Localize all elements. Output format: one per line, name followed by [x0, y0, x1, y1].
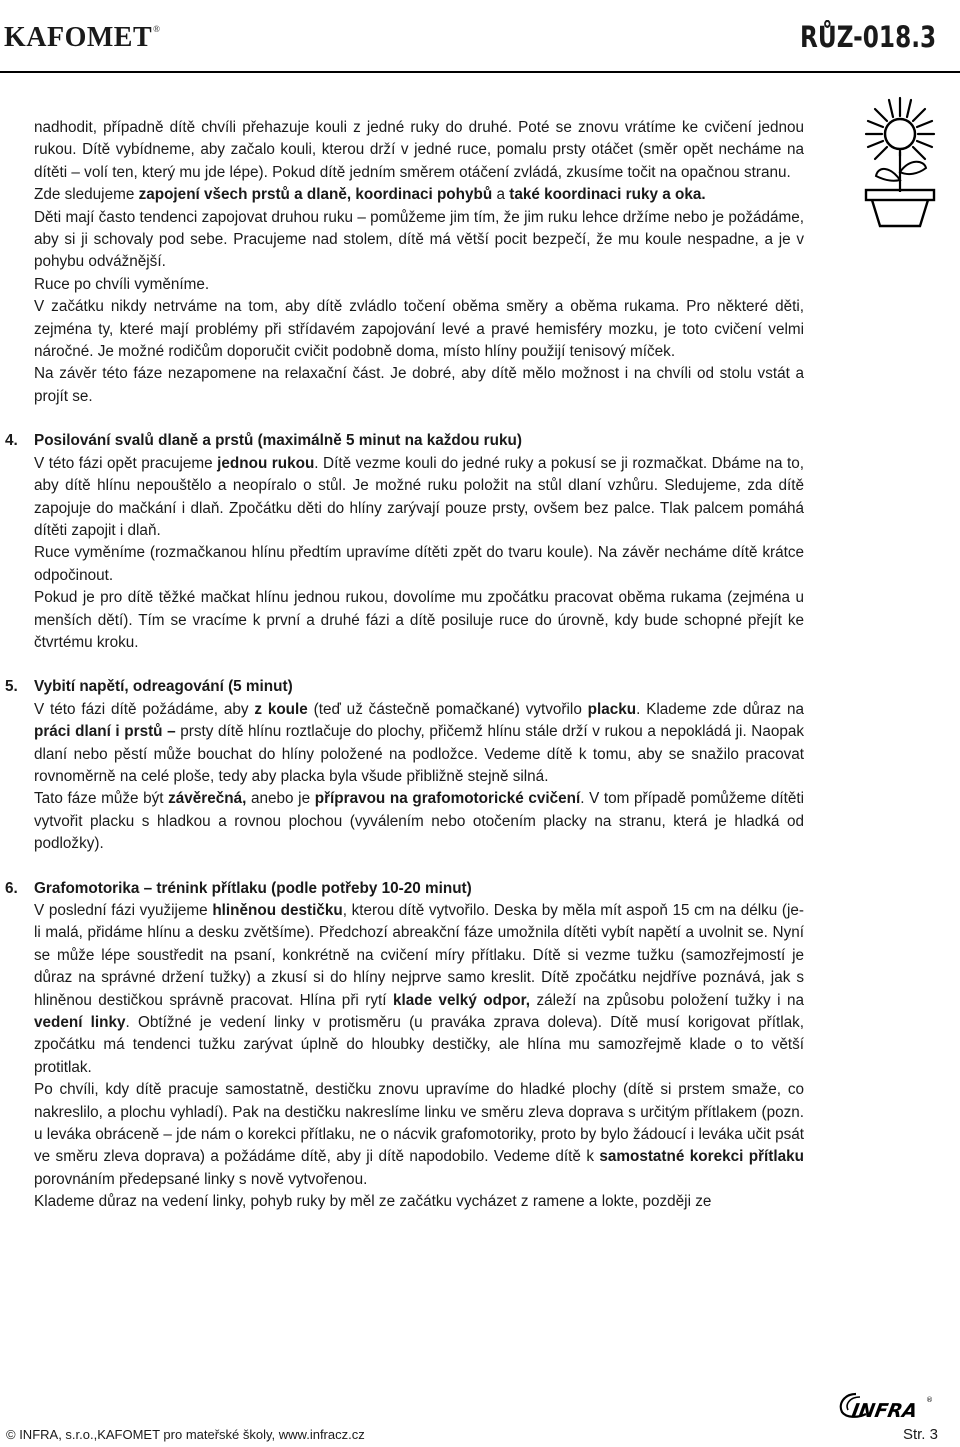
section-title-text: Posilování svalů dlaně a prstů (maximálně 5 minut na každou ruku) [34, 432, 522, 450]
section-4 [5, 430, 804, 654]
emphasis-text: přípravou na grafomotorické cvičení [314, 790, 581, 808]
section-4-paragraph-1 [34, 453, 804, 543]
section-5-paragraph-1 [34, 699, 804, 789]
footer-copyright: © INFRA, s.r.o.,KAFOMET pro mateřské školy, www.infracz.cz [6, 1427, 365, 1442]
section-number: 4. [5, 432, 18, 450]
text-run: anebo je [246, 790, 315, 808]
text-run: Po chvíli, kdy dítě pracuje samostatně, destičku znovu upravíme do hladké plochy (dítě si prstem smaže, co nakreslilo, a plochu vyhladí). Pak na destičku nakreslíme linku ve směru zleva doprava s určitým přítlakem (pozn. u leváka obráceně – jde nám o korekci přítlaku, ne o nácvik grafomotoriky, proto by bylo žádoucí i leváka učit psát ve směru zleva doprava) a požádáme dítě, aby ji dítě napodobilo. Vedeme dítě k [34, 1081, 804, 1166]
intro-paragraph-3: Děti mají často tendenci zapojovat druhou ruku – pomůžeme jim tím, že jim ruku lehce držíme nebo je požádáme, aby si ji schovaly pod sebe. Pracujeme nad stolem, dítě má větší pocit bezpečí, že mu koule nespadne, a je v pohybu odvážnější. [34, 208, 804, 271]
section-6 [5, 878, 804, 1214]
section-number: 5. [5, 678, 18, 696]
emphasis-text: z koule [254, 700, 308, 718]
emphasis-text: zapojení všech prstů a dlaně, koordinaci pohybů [138, 186, 493, 204]
emphasis-text: samostatné korekci přítlaku [599, 1148, 804, 1166]
section-6-title [34, 878, 804, 900]
brand-registered: ® [153, 24, 161, 34]
emphasis-text: jednou rukou [217, 454, 315, 472]
emphasis-text: placku [587, 700, 637, 718]
section-4-paragraph-3: Pokud je pro dítě těžké mačkat hlínu jednou rukou, dovolíme mu zpočátku pracovat oběma rukama (zejména u menších dětí). Tím se vracíme k první a druhé fázi a dítě posiluje ruce do úrovně, kdy bude schopné přejít ke čtvrtému kroku. [34, 589, 804, 651]
infra-registered: ® [926, 1396, 933, 1404]
intro-paragraph-4: Ruce po chvíli vyměníme. [34, 275, 210, 293]
page-header [0, 0, 960, 80]
emphasis-text: práci dlaní i prstů – [34, 723, 176, 741]
document-code: RŮZ-018.3 [799, 20, 936, 54]
section-gap [34, 654, 804, 676]
brand-logo [4, 22, 161, 54]
text-run: V této fázi opět pracujeme [34, 454, 218, 472]
emphasis-text: klade velký odpor, [392, 991, 531, 1009]
section-4-paragraph-2: Ruce vyměníme (rozmačkanou hlínu předtím upravíme dítěti zpět do tvaru koule). Na závěr necháme dítě krátce odpočinout. [34, 544, 804, 584]
text-run: Tato fáze může být [34, 790, 169, 808]
section-6-paragraph-1 [34, 900, 804, 1079]
text-run: . Dítě vezme kouli do jedné ruky a pokusí se ji rozmačkat. Dbáme na to, aby dítě hlínu nepouštělo a neopíralo o stůl. Je možné ruku položit na stůl dlaní vzhůru. Sledujeme, zda dítě zapojuje do mačkání i dlaň. Zpočátku děti do hlíny zarývají pouze prsty, ovšem bez palce. Tlak palcem pomáhá dítěti zapojit i dlaň. [34, 454, 804, 539]
brand-name: KAFOMET [4, 22, 153, 53]
section-6-paragraph-2 [34, 1079, 804, 1191]
document-body [5, 117, 805, 1214]
section-title-text: Vybití napětí, odreagování (5 minut) [34, 678, 293, 696]
intro-paragraph-5: V začátku nikdy netrváme na tom, aby dítě zvládlo točení oběma směry a oběma rukama. Pro některé děti, zejména ty, které mají problémy při střídavém zapojování levé a pravé hemisféry mozku, je toto cvičení velmi náročné. Je možné rodičům doporučit cvičit podobně doma, místo hlíny použijí tenisový míček. [34, 298, 804, 361]
text-run: Zde sledujeme [34, 186, 139, 204]
section-4-title [34, 430, 804, 452]
section-number: 6. [5, 879, 18, 897]
section-5-paragraph-2 [34, 788, 804, 855]
text-run: . Klademe zde důraz na [636, 700, 804, 718]
section-6-paragraph-3: Klademe důraz na vedení linky, pohyb ruky by měl ze začátku vycházet z ramene a lokte, později ze [34, 1193, 712, 1211]
section-5-title [34, 676, 804, 698]
page-number: Str. 3 [902, 1426, 938, 1443]
text-run: . V tom případě pomůžeme dítěti vytvořit placku s hladkou a rovnou plochou (vyválením nebo otočením placky na stranu, která je hladká od podložky). [34, 790, 805, 853]
intro-paragraph-1: nadhodit, případně dítě chvíli přehazuje kouli z jedné ruky do druhé. Poté se znovu vrátíme ke cvičení jednou rukou. Dítě vybídneme, aby začalo kouli, kterou drží v jedné ruce, pomalu prsty otáčet (směr opět necháme na dítěti – volí ten, který mu jde lépe). Pokud dítě jedním směrem otáčení zvládá, zkusíme točit na opačnou stranu. [34, 119, 804, 181]
text-run: záleží na způsobu položení tužky i na [530, 991, 804, 1009]
text-run: (teď už částečně pomačkané) vytvořilo [307, 700, 588, 718]
text-run: a [492, 186, 510, 204]
section-gap [34, 856, 804, 878]
intro-paragraph-6: Na závěr této fáze nezapomene na relaxační část. Je dobré, aby dítě mělo možnost i na chvíli od stolu vstát a projít se. [34, 365, 804, 405]
section-title-text: Grafomotorika – trénink přítlaku (podle potřeby 10-20 minut) [34, 879, 472, 897]
flower-in-pot-icon [860, 96, 940, 228]
text-run: porovnáním předepsané linky s nově vytvořenou. [34, 1170, 368, 1188]
section-gap [34, 408, 804, 430]
section-5 [5, 676, 805, 855]
emphasis-text: vedení linky [34, 1014, 126, 1032]
infra-logo-text: INFRA [850, 1399, 920, 1422]
emphasis-text: hliněnou destičku [212, 902, 343, 919]
emphasis-text: také koordinaci ruky a oka. [509, 186, 706, 204]
text-run: V poslední fázi využijeme [34, 902, 213, 919]
emphasis-text: závěrečná, [168, 790, 247, 808]
infra-logo [836, 1388, 936, 1424]
text-run: prsty dítě hlínu roztlačuje do plochy, přičemž hlínu stále drží v rukou a nepokládá ji. Naopak dlaní nebo pěstí může bouchat do hlíny položené na podložce. Vedeme dítě k tomu, aby se snažilo pracovat rovnoměrně na celé ploše, tedy aby placka byla všude přibližně stejně silná. [34, 723, 805, 785]
text-run: , kterou dítě vytvořilo. Deska by měla mít aspoň 15 cm na délku (je-li malá, přidáme hlínu a desku zvětšíme). Předchozí abreakční fáze umožnila dítěti vybít napětí a uvolnit se. Nyní se může lépe soustředit na psaní, konkrétně na cvičení míry přítlaku. Dítě si vezme tužku (samozřejmostí je důraz na správné držení tužky) a zkusí si do hlíny nejprve samo kreslit. Dítě zpočátku nejdříve poznává, jak s hliněnou destičkou správně pracovat. Hlína při rytí [34, 902, 804, 1009]
text-run: . Obtížné je vedení linky v protisměru (u praváka zprava doleva). Dítě musí korigovat přítlak, zpočátku má tendenci tužku zarývat úplně do hloubky destičky, ale hlína mu samozřejmě klade o to větší protitlak. [34, 1014, 804, 1076]
intro-paragraph-2 [34, 184, 804, 206]
header-divider [0, 71, 960, 73]
text-run: V této fázi dítě požádáme, aby [34, 700, 255, 718]
